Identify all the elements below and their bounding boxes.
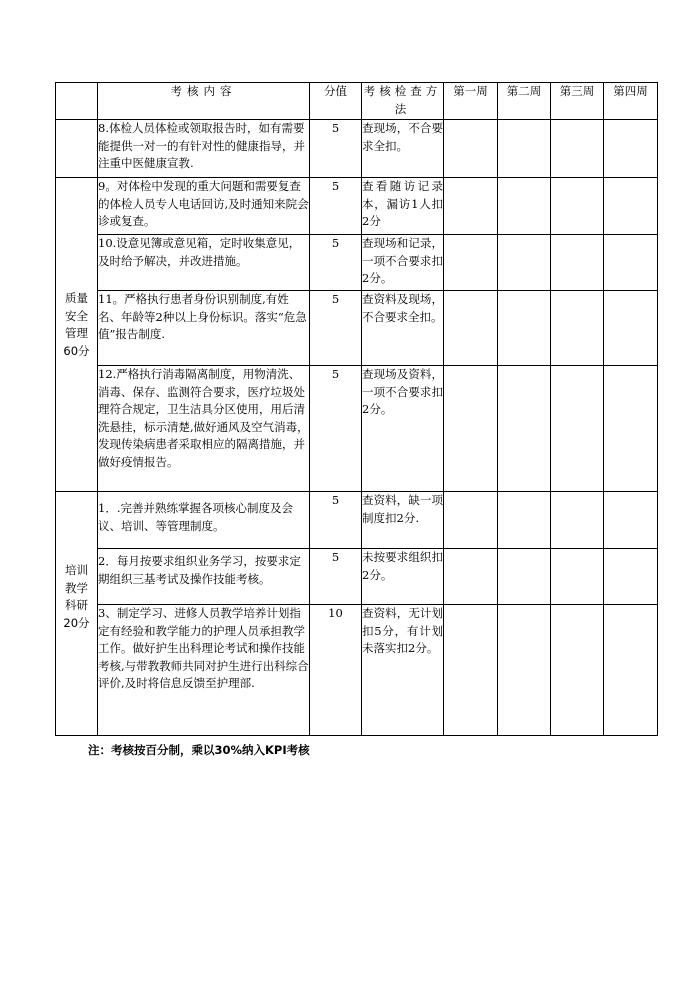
assessment-table	[55, 82, 658, 736]
header-week-1: 第一周	[444, 83, 498, 120]
week-cell[interactable]	[498, 120, 551, 178]
week-cell[interactable]	[444, 120, 498, 178]
week-cell[interactable]	[444, 235, 498, 291]
score-cell: 5	[310, 549, 362, 605]
week-cell[interactable]	[444, 605, 498, 736]
week-cell[interactable]	[444, 291, 498, 366]
method-cell: 查现场及资料，一项不合要求扣2分。	[362, 366, 444, 492]
week-cell[interactable]	[444, 549, 498, 605]
week-cell[interactable]	[604, 549, 658, 605]
week-cell[interactable]	[551, 291, 604, 366]
content-cell: 2．每月按要求组织业务学习，按要求定期组织三基考试及操作技能考核。	[98, 549, 310, 605]
header-week-4: 第四周	[604, 83, 658, 120]
table-row	[56, 492, 658, 549]
score-cell: 5	[310, 120, 362, 178]
week-cell[interactable]	[604, 235, 658, 291]
content-cell: 10.设意见簿或意见箱，定时收集意见，及时给予解决，并改进措施。	[98, 235, 310, 291]
table-row	[56, 235, 658, 291]
week-cell[interactable]	[551, 549, 604, 605]
week-cell[interactable]	[444, 366, 498, 492]
table-row	[56, 291, 658, 366]
score-cell: 5	[310, 366, 362, 492]
score-cell: 5	[310, 235, 362, 291]
category-quality: 质量安全管理60分	[56, 178, 98, 492]
method-cell: 查资料，缺一项制度扣2分.	[362, 492, 444, 549]
week-cell[interactable]	[498, 291, 551, 366]
week-cell[interactable]	[498, 178, 551, 235]
method-cell: 查资料及现场，不合要求全扣。	[362, 291, 444, 366]
category-blank-cell	[56, 120, 98, 178]
week-cell[interactable]	[551, 492, 604, 549]
week-cell[interactable]	[604, 366, 658, 492]
score-cell: 5	[310, 291, 362, 366]
week-cell[interactable]	[551, 605, 604, 736]
content-cell: 12.严格执行消毒隔离制度，用物清洗、消毒、保存、监测符合要求，医疗垃圾处理符合规定，卫生洁具分区使用，用后清洗悬挂，标示清楚,做好通风及空气消毒，发现传染病患者采取相应的隔离措施，并做好疫情报告。	[98, 366, 310, 492]
week-cell[interactable]	[604, 492, 658, 549]
header-row	[56, 83, 658, 120]
week-cell[interactable]	[498, 492, 551, 549]
table-row	[56, 120, 658, 178]
header-week-3: 第三周	[551, 83, 604, 120]
week-cell[interactable]	[551, 178, 604, 235]
header-method: 考核检查方法	[362, 83, 444, 120]
score-cell: 10	[310, 605, 362, 736]
method-cell: 查看随访记录本，漏访1人扣2分	[362, 178, 444, 235]
header-week-2: 第二周	[498, 83, 551, 120]
content-cell: 8.体检人员体检或领取报告时，如有需要能提供一对一的有针对性的健康指导，并注重中医健康宣教.	[98, 120, 310, 178]
footnote: 注：考核按百分制，乘以30%纳入KPI考核	[88, 743, 310, 757]
week-cell[interactable]	[604, 605, 658, 736]
week-cell[interactable]	[498, 605, 551, 736]
table-row	[56, 366, 658, 492]
content-cell: 11。严格执行患者身份识别制度,有姓名、年龄等2种以上身份标识。落实“危急值”报告制度.	[98, 291, 310, 366]
week-cell[interactable]	[604, 120, 658, 178]
content-cell: 9。对体检中发现的重大问题和需要复查的体检人员专人电话回访,及时通知来院会诊或复查。	[98, 178, 310, 235]
content-cell: 1．.完善并熟练掌握各项核心制度及会议、培训、等管理制度。	[98, 492, 310, 549]
week-cell[interactable]	[444, 492, 498, 549]
method-cell: 查资料，无计划扣5分，有计划未落实扣2分。	[362, 605, 444, 736]
category-training: 培训教学科研20分	[56, 492, 98, 736]
header-score: 分值	[310, 83, 362, 120]
header-blank-cell	[56, 83, 98, 120]
score-cell: 5	[310, 492, 362, 549]
table-row	[56, 178, 658, 235]
week-cell[interactable]	[604, 178, 658, 235]
method-cell: 查现场，不合要求全扣。	[362, 120, 444, 178]
table-row	[56, 549, 658, 605]
week-cell[interactable]	[444, 178, 498, 235]
header-content: 考核内容	[98, 83, 310, 120]
week-cell[interactable]	[551, 235, 604, 291]
week-cell[interactable]	[551, 120, 604, 178]
week-cell[interactable]	[498, 366, 551, 492]
week-cell[interactable]	[498, 235, 551, 291]
table-row	[56, 605, 658, 736]
method-cell: 查现场和记录，一项不合要求扣2分。	[362, 235, 444, 291]
week-cell[interactable]	[498, 549, 551, 605]
score-cell: 5	[310, 178, 362, 235]
method-cell: 未按要求组织扣2分。	[362, 549, 444, 605]
week-cell[interactable]	[551, 366, 604, 492]
week-cell[interactable]	[604, 291, 658, 366]
content-cell: 3、制定学习、进修人员教学培养计划指定有经验和教学能力的护理人员承担教学工作。做好护生出科理论考试和操作技能考核,与带教教师共同对护生进行出科综合评价,及时将信息反馈至护理部.	[98, 605, 310, 736]
